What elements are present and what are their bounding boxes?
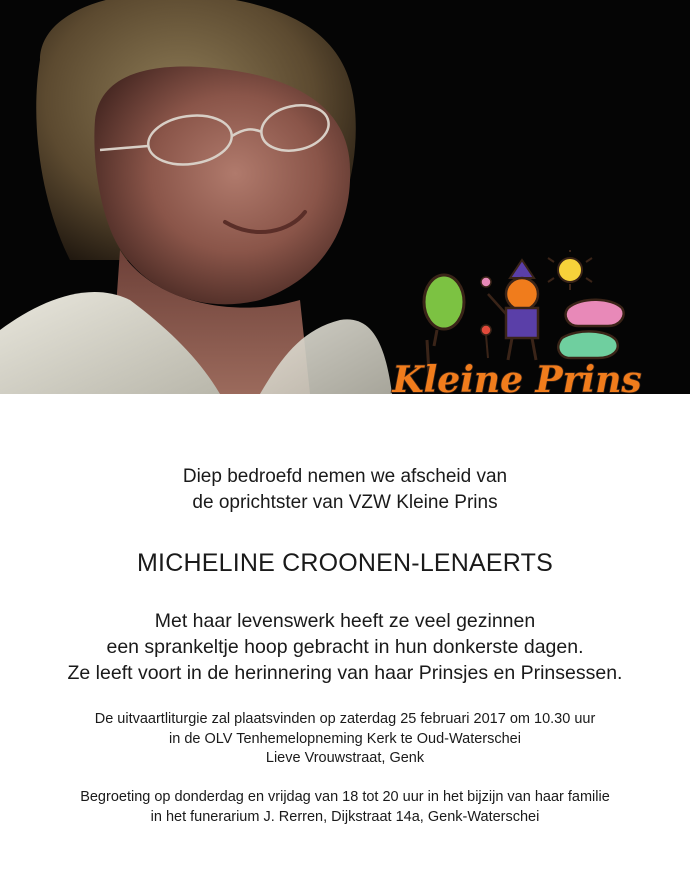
tribute-text [0,608,690,686]
visitation-line: Begroeting op donderdag en vrijdag van 18 tot 20 uur in het bijzijn van haar familie [80,789,610,805]
funeral-line: in de OLV Tenhemelopneming Kerk te Oud-Waterschei [169,730,521,747]
tree-icon [424,275,464,329]
intro-text [0,464,690,516]
visitation-details [0,788,690,827]
green-animal-icon [558,331,617,358]
tribute-line: Ze leeft voort in de herinnering van haar Prinsjes en Prinsessen. [67,662,623,684]
kleine-prins-logo-art [372,250,662,420]
funeral-line: De uitvaartliturgie zal plaatsvinden op zaterdag 25 februari 2017 om 10.30 uur [94,711,596,727]
intro-line: de oprichtster van VZW Kleine Prins [192,492,498,513]
sun-icon [548,250,592,290]
visitation-line: in het funerarium J. Rerren, Dijkstraat 14a, Genk-Waterschei [150,808,540,825]
kleine-prins-logo [372,250,662,420]
deceased-name: MICHELINE CROONEN-LENAERTS [137,549,553,577]
logo-wordmark: Kleine Prins [392,359,642,401]
pink-animal-icon [566,300,624,326]
funeral-line: Lieve Vrouwstraat, Genk [265,750,425,766]
tribute-line: Met haar levenswerk heeft ze veel gezinnen [154,610,536,632]
prince-figure-icon [481,260,538,360]
intro-line: Diep bedroefd nemen we afscheid van [182,466,508,487]
funeral-details [0,710,690,769]
tribute-line: een sprankeltje hoop gebracht in hun donkerste dagen. [106,636,584,658]
